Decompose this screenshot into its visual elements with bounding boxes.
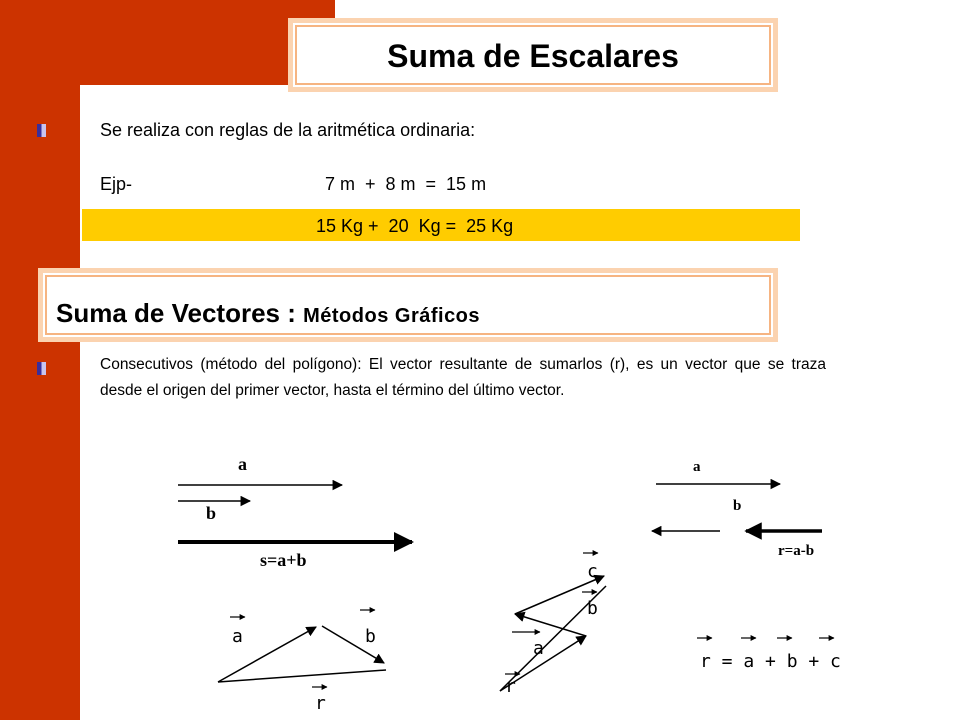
title-vectors-main: Suma de Vectores : xyxy=(56,298,304,328)
vector-b-label: b xyxy=(733,498,742,514)
formula-group xyxy=(697,638,841,672)
scalar-rule-text: Se realiza con reglas de la aritmética ordinaria: xyxy=(100,120,476,140)
figure-vector-sum xyxy=(178,454,412,570)
title-vectors-sub: Métodos Gráficos xyxy=(303,305,481,327)
formula-text: r = a + b + c xyxy=(700,651,841,672)
vector-r-label: r xyxy=(315,693,326,714)
vector-a-label: a xyxy=(693,459,701,475)
title-scalars: Suma de Escalares xyxy=(387,38,679,74)
example-label: Ejp- xyxy=(100,174,133,194)
vector-b-label: b xyxy=(206,503,217,523)
vector-r-line xyxy=(218,670,386,682)
vector-b-label: b xyxy=(587,598,598,619)
vector-r-label: r xyxy=(505,676,516,697)
vector-s-label: s=a+b xyxy=(260,550,307,570)
vector-a-label: a xyxy=(533,638,544,659)
example-equation-kg: 15 Kg + 20 Kg = 25 Kg xyxy=(316,216,514,236)
polygon-method-paragraph: Consecutivos (método del polígono): El vector resultante de sumarlos (r), es un vector que se traza desde el origen del primer vector, hasta el término del último vector. xyxy=(100,356,826,399)
figure-vector-difference xyxy=(652,459,822,559)
vector-c-label: c xyxy=(587,561,598,582)
vector-b-label: b xyxy=(365,626,376,647)
vector-a-label: a xyxy=(232,626,243,647)
vector-a-label: a xyxy=(238,454,247,474)
vector-r-label: r=a-b xyxy=(778,543,815,559)
figure-polygon-method xyxy=(500,553,606,697)
figure-triangle-method xyxy=(218,610,386,714)
example-equation-meters: 7 m + 8 m = 15 m xyxy=(325,174,487,194)
